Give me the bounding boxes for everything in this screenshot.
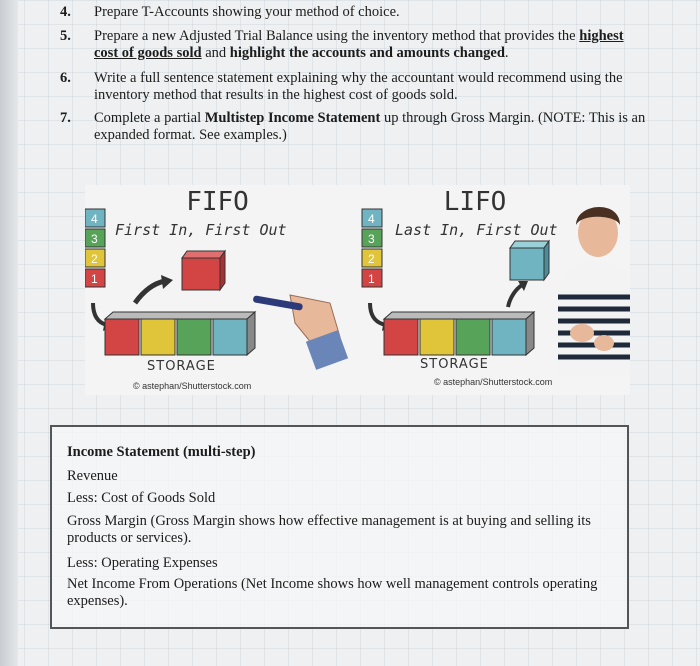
fifo-panel	[85, 185, 350, 395]
lifo-subtitle: Last In, First Out	[395, 221, 558, 239]
instruction-number: 5.	[60, 28, 71, 44]
instruction-highlight: highest cost of goods sold	[94, 28, 624, 61]
fifo-subtitle: First In, First Out	[115, 221, 287, 239]
lifo-stack-label-1: 1	[368, 272, 375, 286]
instruction-text: .	[504, 45, 509, 61]
fifo-stack-label-2: 2	[91, 252, 98, 266]
income-statement-box	[50, 425, 629, 629]
instruction-text: Write a full sentence statement explaining why the accountant would recommend using the inventory method that results in the highest cost of goods sold.	[94, 70, 623, 103]
instruction-item-5	[60, 28, 650, 62]
instruction-text: Prepare a new Adjusted Trial Balance using the inventory method that provides the	[94, 28, 580, 44]
fifo-lifo-figure	[85, 185, 630, 395]
instruction-text: up through Gross Margin. (NOTE: This is an expanded format. See examples.)	[94, 110, 646, 143]
fifo-moving-box	[182, 251, 225, 290]
lifo-stack	[362, 209, 382, 287]
income-line-net-income: Net Income From Operations (Net Income shows how well management controls operating expenses).	[67, 576, 598, 609]
lifo-storage-label: STORAGE	[420, 357, 489, 372]
lifo-stack-label-4: 4	[368, 212, 375, 226]
fifo-storage-label: STORAGE	[147, 359, 216, 374]
hand-with-marker	[253, 295, 348, 370]
fifo-stack	[85, 209, 105, 287]
fifo-title: FIFO	[186, 187, 249, 217]
lifo-title: LIFO	[443, 187, 507, 217]
fifo-storage-boxes	[105, 312, 255, 355]
instruction-text: Complete a partial	[94, 110, 205, 126]
lifo-stack-label-2: 2	[368, 252, 375, 266]
fifo-credit: © astephan/Shutterstock.com	[133, 381, 252, 391]
page-edge	[0, 0, 18, 666]
income-line-operating-expenses: Less: Operating Expenses	[67, 555, 218, 571]
fifo-stack-label-3: 3	[91, 232, 98, 246]
income-line-gross-margin: Gross Margin (Gross Margin shows how effective management is at buying and selling its products or services).	[67, 513, 591, 546]
instruction-text: Prepare T-Accounts showing your method of choice.	[94, 4, 400, 20]
lifo-credit: © astephan/Shutterstock.com	[434, 377, 553, 387]
presenter-person	[558, 207, 630, 375]
instruction-item-6	[60, 70, 650, 104]
instruction-item-4	[60, 4, 400, 21]
lifo-moving-box	[510, 241, 549, 280]
lifo-up-arrow	[508, 285, 522, 307]
income-line-revenue: Revenue	[67, 468, 118, 484]
instruction-text: and	[201, 45, 230, 61]
income-line-cogs: Less: Cost of Goods Sold	[67, 490, 216, 506]
instruction-number: 6.	[60, 70, 71, 86]
instruction-number: 4.	[60, 4, 71, 20]
lifo-stack-label-3: 3	[368, 232, 375, 246]
lifo-illustration	[360, 185, 630, 395]
instruction-item-7	[60, 110, 650, 144]
fifo-up-arrow	[135, 281, 165, 303]
fifo-stack-label-4: 4	[91, 212, 98, 226]
income-statement-title: Income Statement (multi-step)	[67, 444, 256, 460]
fifo-illustration	[85, 185, 350, 395]
lifo-storage-boxes	[384, 312, 534, 355]
lifo-panel	[360, 185, 630, 395]
instruction-bold: Multistep Income Statement	[204, 110, 381, 126]
instruction-number: 7.	[60, 110, 71, 126]
fifo-stack-label-1: 1	[91, 272, 98, 286]
instruction-bold: highlight the accounts and amounts changed	[229, 45, 505, 61]
